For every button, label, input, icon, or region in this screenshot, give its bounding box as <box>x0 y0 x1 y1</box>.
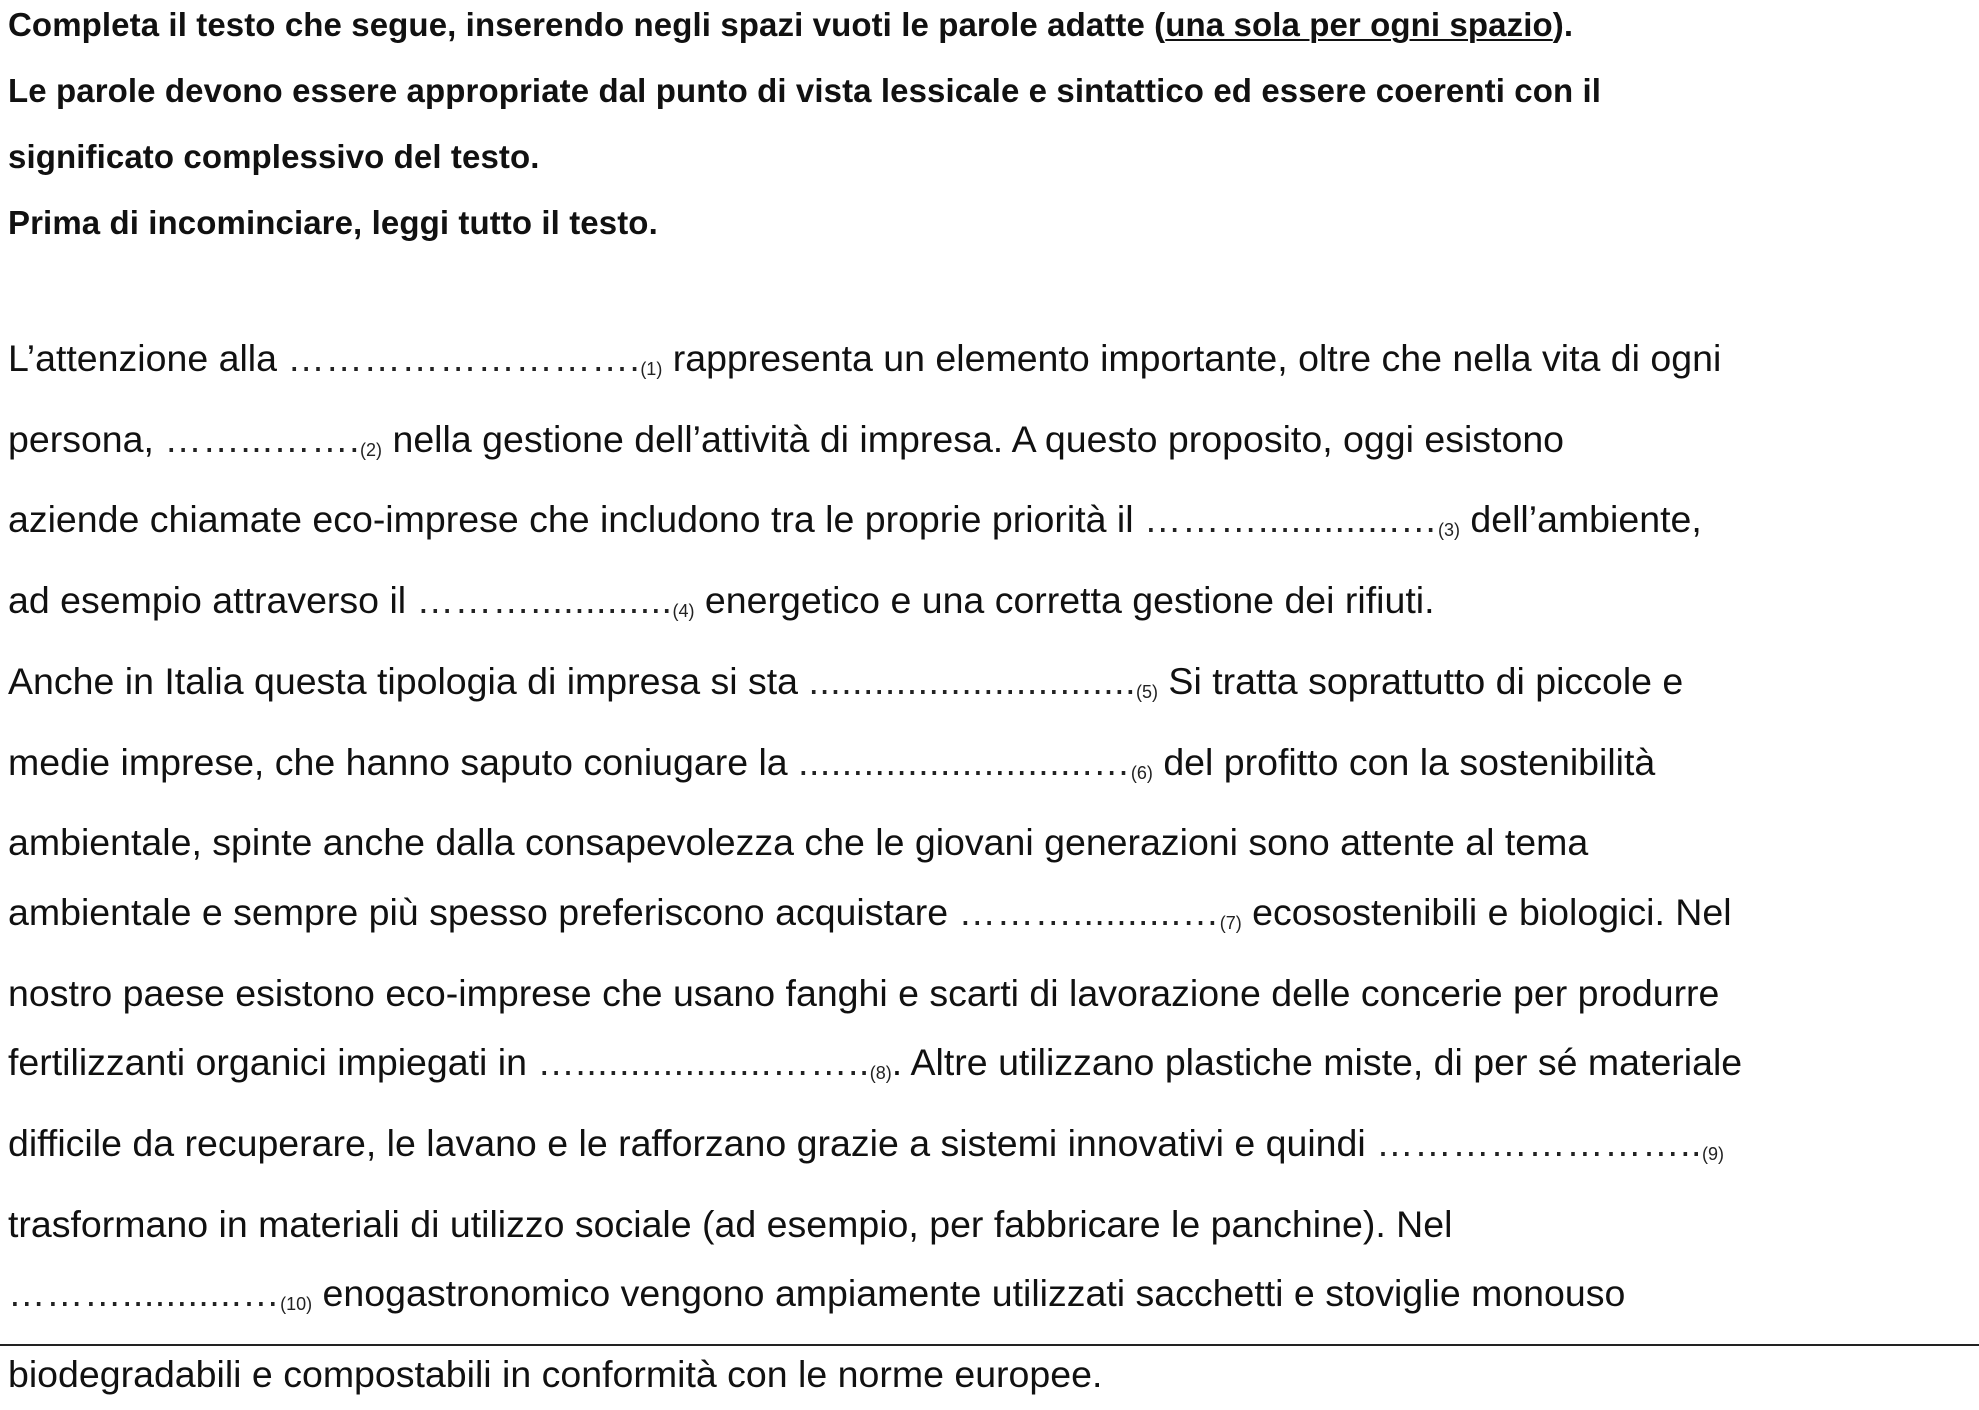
passage-text: aziende chiamate eco-imprese che includono tra le proprie priorità il <box>8 498 1145 541</box>
instruction-line-3: significato complessivo del testo. <box>8 138 540 175</box>
blank-dots: ………..........… <box>958 890 1220 933</box>
blank-number: (7) <box>1219 912 1242 933</box>
passage-line-10 <box>8 1028 1968 1109</box>
blank-dots: ……….............… <box>1144 498 1438 541</box>
passage-text: ad esempio attraverso il <box>8 579 417 622</box>
passage-text: difficile da recuperare, le lavano e le rafforzano grazie a sistemi innovativi e quindi <box>8 1122 1377 1165</box>
passage-line-5 <box>8 647 1968 728</box>
passage-text: dell’ambiente, <box>1459 498 1702 541</box>
blank-1[interactable] <box>287 324 662 405</box>
instruction-underlined-text: una sola per ogni spazio <box>1165 6 1553 43</box>
passage-line-2 <box>8 405 1968 486</box>
passage-line-14: biodegradabili e compostabili in conformità con le norme europee. <box>8 1353 1103 1396</box>
blank-number: (2) <box>360 439 383 460</box>
blank-dots: ………………………. <box>287 337 641 379</box>
cloze-passage <box>8 324 1968 1410</box>
instruction-line-2: Le parole devono essere appropriate dal punto di vista lessicale e sintattico ed essere coerenti con il <box>8 72 1602 109</box>
blank-dots: ……...……. <box>164 417 361 460</box>
passage-line-1 <box>8 324 1968 405</box>
blank-dots: …..................…….. <box>537 1041 870 1084</box>
blank-number: (9) <box>1701 1144 1724 1165</box>
instruction-text: ). <box>1552 6 1574 43</box>
passage-text: ecosostenibili e biologici. Nel <box>1241 890 1732 933</box>
page-bottom-divider <box>0 1344 1979 1346</box>
blank-number: (3) <box>1437 520 1460 541</box>
passage-text: L’attenzione alla <box>8 337 288 379</box>
blank-6[interactable] <box>798 728 1153 809</box>
blank-4[interactable] <box>417 566 695 647</box>
blank-8[interactable] <box>537 1028 891 1109</box>
passage-text: Si tratta soprattutto di piccole e <box>1158 659 1684 702</box>
instruction-line-4: Prima di incominciare, leggi tutto il testo. <box>8 204 658 241</box>
blank-dots: .............................. <box>808 659 1137 702</box>
blank-number: (5) <box>1136 681 1159 702</box>
passage-line-3 <box>8 485 1968 566</box>
passage-line-8 <box>8 878 1968 959</box>
passage-line-12: trasformano in materiali di utilizzo sociale (ad esempio, per fabbricare le panchine). Nel <box>8 1202 1453 1245</box>
blank-3[interactable] <box>1144 485 1460 566</box>
passage-text: rappresenta un elemento importante, oltre che nella vita di ogni <box>662 337 1722 379</box>
blank-number: (8) <box>869 1063 892 1084</box>
passage-text: . Altre utilizzano plastiche miste, di per sé materiale <box>891 1041 1743 1084</box>
passage-text: ambientale e sempre più spesso preferiscono acquistare <box>8 890 959 933</box>
passage-text: medie imprese, che hanno saputo coniugare la <box>8 740 799 783</box>
blank-2[interactable] <box>164 405 382 486</box>
passage-text: nella gestione dell’attività di impresa. A questo proposito, oggi esistono <box>382 417 1565 460</box>
passage-line-9: nostro paese esistono eco-imprese che usano fanghi e scarti di lavorazione delle concerie per produrre <box>8 971 1720 1014</box>
passage-line-11 <box>8 1109 1968 1190</box>
passage-line-13 <box>8 1259 1968 1340</box>
passage-line-6 <box>8 728 1968 809</box>
blank-dots: ………...........… <box>8 1272 281 1315</box>
passage-text: fertilizzanti organici impiegati in <box>8 1041 538 1084</box>
passage-line-4 <box>8 566 1968 647</box>
blank-dots: …………………….. <box>1376 1122 1702 1165</box>
instructions <box>8 0 1968 256</box>
passage-text: del profitto con la sostenibilità <box>1152 740 1656 783</box>
blank-dots: ………............. <box>416 579 673 622</box>
blank-number: (10) <box>280 1294 313 1315</box>
passage-text: energetico e una corretta gestione dei rifiuti. <box>694 579 1435 622</box>
exercise-page <box>8 0 1968 1396</box>
blank-10[interactable] <box>8 1259 312 1340</box>
passage-text: enogastronomico vengono ampiamente utilizzati sacchetti e stoviglie monouso <box>312 1272 1626 1315</box>
blank-5[interactable] <box>808 647 1158 728</box>
blank-number: (1) <box>640 359 663 379</box>
passage-line-7: ambientale, spinte anche dalla consapevolezza che le giovani generazioni sono attente al tema <box>8 821 1589 864</box>
instruction-line-1 <box>8 0 1968 58</box>
blank-9[interactable] <box>1376 1109 1724 1190</box>
blank-7[interactable] <box>959 878 1242 959</box>
passage-text: persona, <box>8 417 165 460</box>
blank-number: (6) <box>1130 762 1153 783</box>
blank-number: (4) <box>672 601 695 622</box>
passage-text: Anche in Italia questa tipologia di impresa si sta <box>8 659 809 702</box>
blank-dots: ...........................… <box>798 740 1131 783</box>
instruction-text: Completa il testo che segue, inserendo negli spazi vuoti le parole adatte ( <box>8 6 1166 43</box>
